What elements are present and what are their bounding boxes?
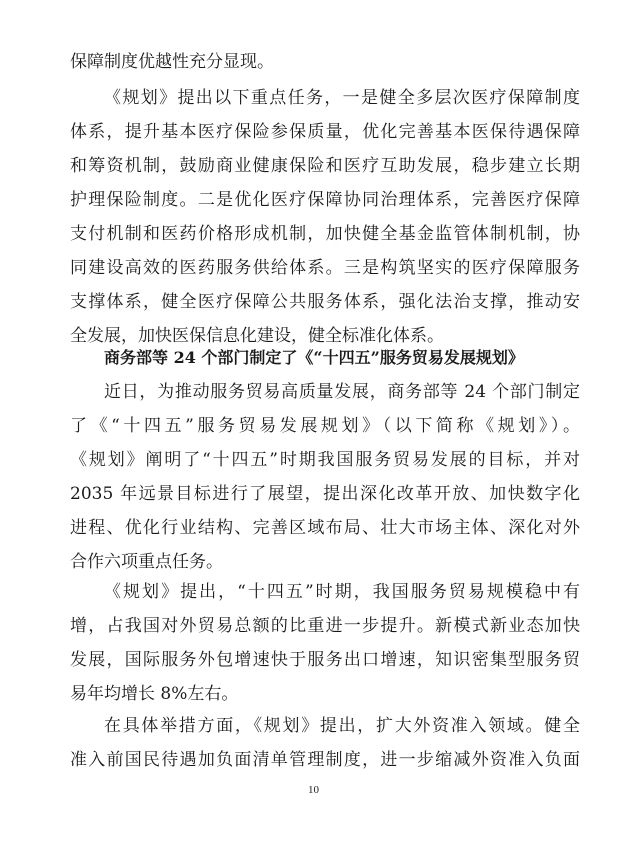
paragraph-line: 《规划》提出，“十四五”时期，我国服务贸易规模稳中有 — [104, 582, 580, 602]
paragraph-line: 了《“十四五”服务贸易发展规划》（以下简称《规划》）。 — [70, 416, 580, 436]
paragraph-line: 全发展，加快医保信息化建设，健全标准化体系。 — [70, 326, 444, 346]
paragraph-line: 合作六项重点任务。 — [70, 552, 223, 572]
page-number: 10 — [308, 784, 319, 796]
paragraph-line: 支付机制和医药价格形成机制，加快健全基金监管体制机制，协 — [70, 224, 580, 244]
paragraph-line: 同建设高效的医药服务供给体系。三是构筑坚实的医疗保障服务 — [70, 258, 580, 278]
paragraph-line: 增，占我国对外贸易总额的比重进一步提升。新模式新业态加快 — [70, 616, 580, 636]
paragraph-line: 保障制度优越性充分显现。 — [70, 52, 274, 72]
paragraph-line: 护理保险制度。二是优化医疗保障协同治理体系，完善医疗保障 — [70, 190, 580, 210]
paragraph-line: 易年均增长 8%左右。 — [70, 684, 239, 704]
paragraph-line: 准入前国民待遇加负面清单管理制度，进一步缩减外资准入负面 — [70, 750, 580, 770]
paragraph-line: 发展，国际服务外包增速快于服务出口增速，知识密集型服务贸 — [70, 650, 580, 670]
paragraph-line: 2035 年远景目标进行了展望，提出深化改革开放、加快数字化 — [70, 484, 580, 504]
section-heading: 商务部等 24 个部门制定了《“十四五”服务贸易发展规划》 — [104, 348, 524, 367]
paragraph-line: 在具体举措方面，《规划》提出，扩大外资准入领域。健全 — [104, 716, 580, 736]
paragraph-line: 《规划》阐明了“十四五”时期我国服务贸易发展的目标，并对 — [70, 450, 580, 470]
paragraph-line: 进程、优化行业结构、完善区域布局、壮大市场主体、深化对外 — [70, 518, 580, 538]
paragraph-line: 和筹资机制，鼓励商业健康保险和医疗互助发展，稳步建立长期 — [70, 156, 580, 176]
paragraph-line: 近日，为推动服务贸易高质量发展，商务部等 24 个部门制定 — [104, 382, 580, 402]
paragraph-line: 体系，提升基本医疗保险参保质量，优化完善基本医保待遇保障 — [70, 122, 580, 142]
paragraph-line: 《规划》提出以下重点任务，一是健全多层次医疗保障制度 — [104, 88, 580, 108]
paragraph-line: 支撑体系，健全医疗保障公共服务体系，强化法治支撑，推动安 — [70, 292, 580, 312]
